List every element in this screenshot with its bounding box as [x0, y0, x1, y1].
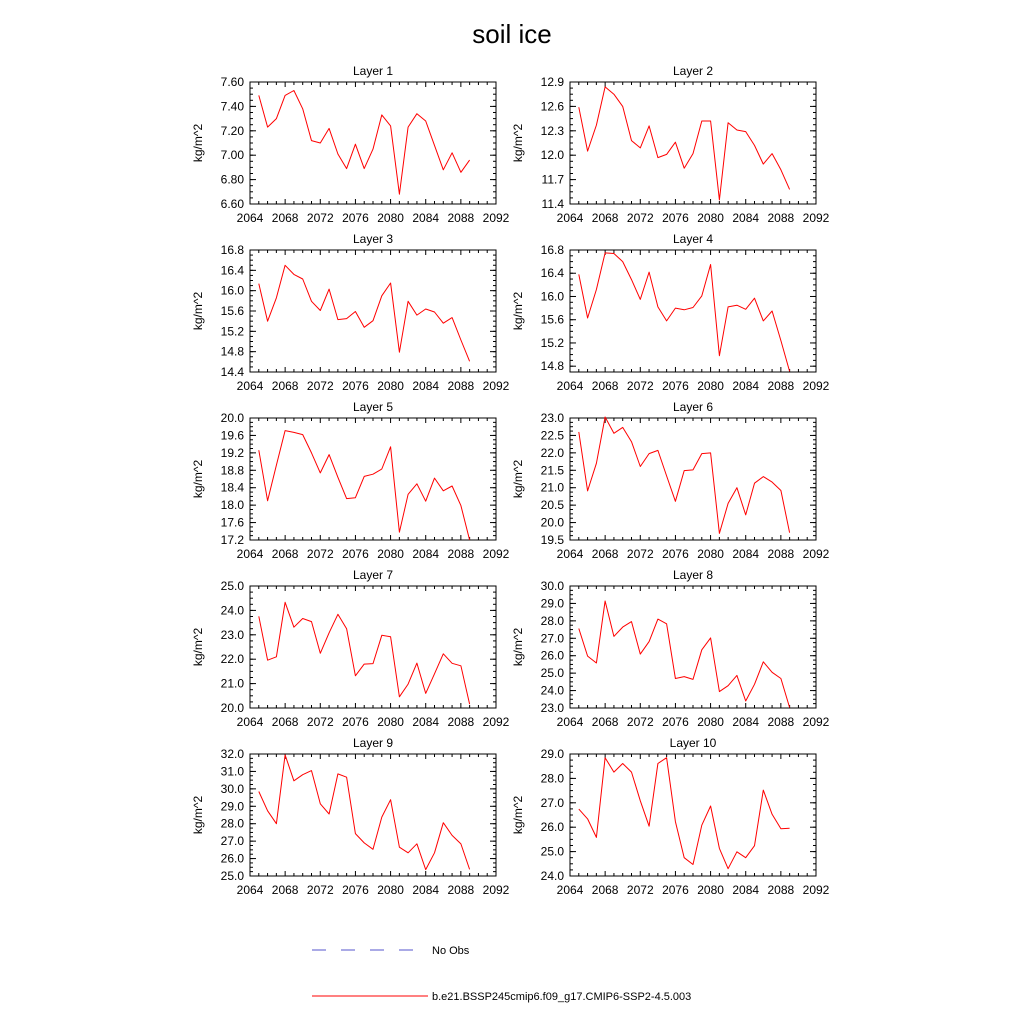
- plot-frame: [570, 754, 816, 876]
- y-tick-label: 23.0: [540, 411, 564, 425]
- panel-title: Layer 1: [352, 64, 394, 78]
- x-tick-label: 2072: [306, 379, 334, 393]
- series-line: [579, 758, 790, 869]
- series-line: [579, 87, 790, 200]
- y-tick-label: 29.0: [540, 747, 564, 761]
- x-tick-label: 2072: [306, 883, 334, 897]
- x-tick-label: 2076: [342, 883, 369, 897]
- y-tick-label: 25.0: [540, 844, 564, 859]
- x-tick-label: 2080: [377, 379, 404, 393]
- x-tick-label: 2088: [447, 715, 475, 729]
- y-axis-label: kg/m^2: [191, 291, 205, 331]
- x-tick-label: 2088: [447, 883, 475, 897]
- y-tick-label: 12.0: [540, 148, 564, 163]
- panel-title: Layer 2: [672, 64, 714, 78]
- series-line: [259, 755, 470, 870]
- x-tick-label: 2092: [482, 211, 510, 225]
- chart-panel-1: [191, 64, 510, 225]
- chart-panel-9: [191, 736, 510, 897]
- x-tick-label: 2072: [626, 547, 654, 561]
- y-tick-label: 16.8: [220, 243, 244, 257]
- legend-model-label: b.e21.BSSP245cmip6.f09_g17.CMIP6-SSP2-4.5.003: [432, 991, 692, 1003]
- y-tick-label: 24.0: [220, 603, 244, 618]
- y-axis-label: kg/m^2: [191, 459, 205, 499]
- series-line: [579, 601, 790, 708]
- x-tick-label: 2088: [447, 379, 475, 393]
- x-tick-label: 2072: [306, 211, 334, 225]
- panel-title: Layer 8: [672, 568, 714, 582]
- x-tick-label: 2076: [662, 883, 689, 897]
- x-tick-label: 2068: [591, 715, 619, 729]
- plot-frame: [250, 754, 496, 876]
- y-tick-label: 15.6: [220, 304, 244, 318]
- y-tick-label: 17.2: [220, 533, 244, 547]
- y-tick-label: 18.4: [220, 480, 244, 495]
- chart-panel-10: [511, 736, 830, 897]
- y-tick-label: 12.3: [540, 123, 564, 138]
- y-tick-label: 11.7: [541, 172, 564, 187]
- y-tick-label: 18.0: [220, 498, 244, 513]
- x-tick-label: 2092: [802, 211, 830, 225]
- plot-frame: [250, 418, 496, 540]
- figure-title: soil ice: [472, 19, 552, 49]
- chart-panel-4: [511, 232, 830, 393]
- y-tick-label: 26.0: [540, 820, 564, 835]
- chart-panel-2: [511, 64, 830, 225]
- x-tick-label: 2076: [662, 379, 689, 393]
- x-tick-label: 2084: [412, 883, 440, 897]
- x-tick-label: 2092: [482, 547, 510, 561]
- panel-title: Layer 3: [352, 232, 394, 246]
- panel-title: Layer 6: [672, 400, 714, 414]
- y-tick-label: 11.4: [541, 197, 564, 211]
- y-tick-label: 19.6: [220, 428, 244, 443]
- x-tick-label: 2084: [732, 547, 760, 561]
- plot-frame: [570, 82, 816, 204]
- y-tick-label: 22.5: [540, 428, 564, 443]
- y-tick-label: 24.0: [540, 869, 564, 883]
- y-tick-label: 14.4: [220, 365, 244, 379]
- y-tick-label: 26.0: [220, 851, 244, 866]
- chart-panel-6: [511, 400, 830, 561]
- x-tick-label: 2068: [271, 211, 299, 225]
- y-axis-label: kg/m^2: [511, 123, 525, 163]
- x-tick-label: 2092: [802, 715, 830, 729]
- x-tick-label: 2084: [412, 379, 440, 393]
- y-tick-label: 19.5: [540, 533, 564, 547]
- x-tick-label: 2068: [271, 715, 299, 729]
- y-tick-label: 20.0: [220, 411, 244, 425]
- y-axis-label: kg/m^2: [511, 291, 525, 331]
- x-tick-label: 2076: [662, 547, 689, 561]
- x-tick-label: 2080: [697, 883, 724, 897]
- plot-frame: [250, 586, 496, 708]
- x-tick-label: 2072: [626, 379, 654, 393]
- y-tick-label: 16.4: [220, 263, 244, 278]
- x-tick-label: 2080: [377, 883, 404, 897]
- y-tick-label: 25.0: [540, 666, 564, 681]
- y-tick-label: 28.0: [220, 816, 244, 831]
- x-tick-label: 2068: [591, 379, 619, 393]
- y-tick-label: 25.0: [220, 579, 244, 593]
- x-tick-label: 2084: [412, 547, 440, 561]
- x-tick-label: 2064: [236, 883, 264, 897]
- y-tick-label: 29.0: [220, 799, 244, 814]
- y-tick-label: 19.2: [220, 445, 244, 460]
- x-tick-label: 2068: [591, 547, 619, 561]
- y-tick-label: 16.8: [540, 243, 564, 257]
- x-tick-label: 2080: [377, 211, 404, 225]
- y-tick-label: 23.0: [540, 701, 564, 715]
- plot-frame: [570, 250, 816, 372]
- y-tick-label: 14.8: [540, 359, 564, 374]
- x-tick-label: 2088: [767, 211, 795, 225]
- chart-panel-5: [191, 400, 510, 561]
- panel-title: Layer 5: [352, 400, 394, 414]
- x-tick-label: 2064: [236, 211, 264, 225]
- x-tick-label: 2076: [662, 211, 689, 225]
- x-tick-label: 2076: [662, 715, 689, 729]
- series-line: [259, 265, 470, 361]
- legend: [312, 945, 691, 1003]
- x-tick-label: 2064: [556, 715, 584, 729]
- series-line: [259, 431, 470, 540]
- plot-frame: [570, 586, 816, 708]
- x-tick-label: 2068: [591, 883, 619, 897]
- x-tick-label: 2068: [271, 379, 299, 393]
- x-tick-label: 2092: [802, 883, 830, 897]
- x-tick-label: 2076: [342, 715, 369, 729]
- panel-title: Layer 4: [672, 232, 714, 246]
- y-tick-label: 12.6: [540, 99, 564, 114]
- x-tick-label: 2068: [591, 211, 619, 225]
- y-tick-label: 22.0: [220, 652, 244, 667]
- series-line: [579, 417, 790, 533]
- y-axis-label: kg/m^2: [191, 795, 205, 835]
- x-tick-label: 2084: [412, 715, 440, 729]
- x-tick-label: 2068: [271, 883, 299, 897]
- x-tick-label: 2080: [377, 715, 404, 729]
- x-tick-label: 2064: [556, 547, 584, 561]
- x-tick-label: 2064: [236, 715, 264, 729]
- x-tick-label: 2064: [556, 379, 584, 393]
- panel-title: Layer 10: [669, 736, 717, 750]
- x-tick-label: 2072: [626, 883, 654, 897]
- y-tick-label: 27.0: [220, 834, 244, 849]
- x-tick-label: 2080: [697, 547, 724, 561]
- x-tick-label: 2068: [271, 547, 299, 561]
- y-tick-label: 27.0: [540, 795, 564, 810]
- y-tick-label: 16.4: [540, 266, 564, 281]
- plot-frame: [250, 250, 496, 372]
- x-tick-label: 2072: [306, 715, 334, 729]
- x-tick-label: 2084: [412, 211, 440, 225]
- y-tick-label: 29.0: [540, 596, 564, 611]
- x-tick-label: 2080: [697, 715, 724, 729]
- x-tick-label: 2064: [236, 547, 264, 561]
- x-tick-label: 2080: [697, 211, 724, 225]
- y-tick-label: 31.0: [220, 764, 244, 779]
- chart-panel-8: [511, 568, 830, 729]
- chart-panel-3: [191, 232, 510, 393]
- x-tick-label: 2072: [626, 715, 654, 729]
- y-tick-label: 15.6: [540, 312, 564, 327]
- chart-panel-7: [191, 568, 510, 729]
- y-axis-label: kg/m^2: [191, 627, 205, 667]
- x-tick-label: 2064: [556, 211, 584, 225]
- y-tick-label: 22.0: [540, 445, 564, 460]
- legend-obs-label: No Obs: [432, 945, 470, 957]
- y-tick-label: 28.0: [540, 613, 564, 628]
- y-tick-label: 17.6: [220, 515, 244, 530]
- x-tick-label: 2076: [342, 211, 369, 225]
- series-line: [259, 602, 470, 704]
- y-tick-label: 20.0: [220, 701, 244, 715]
- y-tick-label: 16.0: [540, 289, 564, 304]
- x-tick-label: 2092: [482, 379, 510, 393]
- x-tick-label: 2084: [732, 715, 760, 729]
- x-tick-label: 2072: [306, 547, 334, 561]
- panels-group: [191, 64, 830, 897]
- y-tick-label: 32.0: [220, 747, 244, 761]
- x-tick-label: 2064: [236, 379, 264, 393]
- y-tick-label: 28.0: [540, 771, 564, 786]
- y-tick-label: 20.5: [540, 498, 564, 513]
- y-tick-label: 30.0: [540, 579, 564, 593]
- y-tick-label: 6.60: [220, 197, 244, 211]
- y-tick-label: 30.0: [220, 781, 244, 796]
- y-tick-label: 7.40: [220, 99, 244, 114]
- y-tick-label: 18.8: [220, 463, 244, 478]
- y-axis-label: kg/m^2: [191, 123, 205, 163]
- y-axis-label: kg/m^2: [511, 795, 525, 835]
- x-tick-label: 2088: [447, 547, 475, 561]
- y-tick-label: 26.0: [540, 648, 564, 663]
- y-axis-label: kg/m^2: [511, 459, 525, 499]
- y-tick-label: 7.00: [220, 148, 244, 163]
- series-line: [579, 253, 790, 372]
- y-tick-label: 21.0: [220, 676, 244, 691]
- x-tick-label: 2092: [802, 547, 830, 561]
- x-tick-label: 2088: [767, 379, 795, 393]
- x-tick-label: 2076: [342, 379, 369, 393]
- y-tick-label: 15.2: [540, 335, 564, 350]
- y-tick-label: 21.0: [540, 480, 564, 495]
- y-axis-label: kg/m^2: [511, 627, 525, 667]
- x-tick-label: 2084: [732, 211, 760, 225]
- y-tick-label: 12.9: [540, 75, 564, 89]
- y-tick-label: 7.60: [220, 75, 244, 89]
- x-tick-label: 2076: [342, 547, 369, 561]
- y-tick-label: 21.5: [540, 463, 564, 478]
- y-tick-label: 16.0: [220, 283, 244, 298]
- y-tick-label: 7.20: [220, 123, 244, 138]
- x-tick-label: 2080: [697, 379, 724, 393]
- y-tick-label: 23.0: [220, 627, 244, 642]
- y-tick-label: 20.0: [540, 515, 564, 530]
- y-tick-label: 25.0: [220, 869, 244, 883]
- x-tick-label: 2092: [482, 715, 510, 729]
- y-tick-label: 14.8: [220, 344, 244, 359]
- plot-frame: [250, 82, 496, 204]
- x-tick-label: 2092: [802, 379, 830, 393]
- plot-frame: [570, 418, 816, 540]
- x-tick-label: 2080: [377, 547, 404, 561]
- panel-title: Layer 9: [352, 736, 394, 750]
- y-tick-label: 24.0: [540, 683, 564, 698]
- x-tick-label: 2088: [767, 547, 795, 561]
- x-tick-label: 2064: [556, 883, 584, 897]
- y-tick-label: 27.0: [540, 631, 564, 646]
- y-tick-label: 15.2: [220, 324, 244, 339]
- series-line: [259, 91, 470, 195]
- x-tick-label: 2088: [447, 211, 475, 225]
- x-tick-label: 2088: [767, 715, 795, 729]
- panel-title: Layer 7: [352, 568, 394, 582]
- x-tick-label: 2072: [626, 211, 654, 225]
- x-tick-label: 2084: [732, 379, 760, 393]
- y-tick-label: 6.80: [220, 172, 244, 187]
- x-tick-label: 2092: [482, 883, 510, 897]
- x-tick-label: 2084: [732, 883, 760, 897]
- x-tick-label: 2088: [767, 883, 795, 897]
